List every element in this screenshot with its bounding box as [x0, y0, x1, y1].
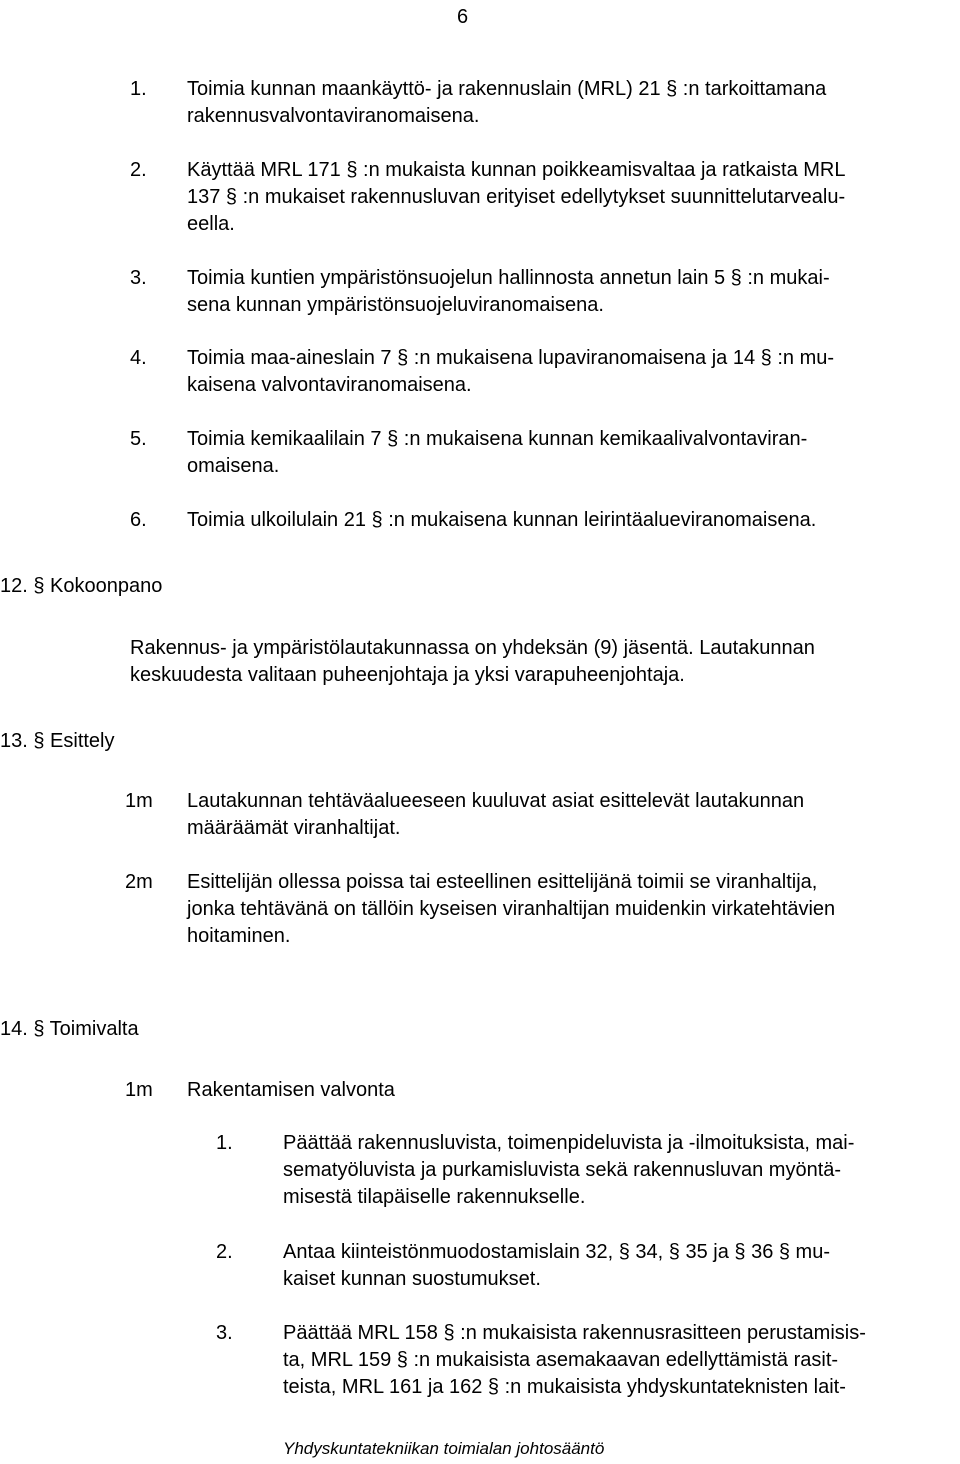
moment-label: 1m — [125, 790, 153, 812]
moment-line: jonka tehtävänä on tällöin kyseisen viranhaltijan muidenkin virkatehtävien — [187, 898, 836, 920]
page-footer: Yhdyskuntatekniikan toimialan johtosääntö — [283, 1439, 605, 1458]
section-heading-kokoonpano: 12. § Kokoonpano — [0, 575, 163, 597]
list-item-line: eella. — [187, 213, 235, 235]
list-item-number: 1. — [130, 78, 147, 100]
list-item-line: sematyöluvista ja purkamisluvista sekä rakennusluvan myöntä- — [283, 1159, 842, 1181]
list-item-line: misestä tilapäiselle rakennukselle. — [283, 1186, 586, 1208]
list-item-line: Toimia maa-aineslain 7 § :n mukaisena lupaviranomaisena ja 14 § :n mu- — [187, 347, 835, 369]
list-item-line: Päättää MRL 158 § :n mukaisista rakennusrasitteen perustamisis- — [283, 1322, 866, 1344]
list-item-line: Käyttää MRL 171 § :n mukaista kunnan poikkeamisvaltaa ja ratkaista MRL — [187, 159, 846, 181]
paragraph-line: keskuudesta valitaan puheenjohtaja ja yksi varapuheenjohtaja. — [130, 664, 685, 686]
section-heading-esittely: 13. § Esittely — [0, 730, 115, 752]
moment-line: määräämät viranhaltijat. — [187, 817, 401, 839]
list-item-line: sena kunnan ympäristönsuojeluviranomaisena. — [187, 294, 604, 316]
section-heading-toimivalta: 14. § Toimivalta — [0, 1018, 139, 1040]
moment-line: Lautakunnan tehtäväalueeseen kuuluvat asiat esittelevät lautakunnan — [187, 790, 805, 812]
list-item-line: kaisena valvontaviranomaisena. — [187, 374, 472, 396]
list-item-line: kaiset kunnan suostumukset. — [283, 1268, 541, 1290]
paragraph-line: Rakennus- ja ympäristölautakunnassa on yhdeksän (9) jäsentä. Lautakunnan — [130, 637, 815, 659]
list-item-line: Päättää rakennusluvista, toimenpideluvista ja -ilmoituksista, mai- — [283, 1132, 855, 1154]
moment-label: 2m — [125, 871, 153, 893]
list-item-line: Toimia kuntien ympäristönsuojelun hallinnosta annetun lain 5 § :n mukai- — [187, 267, 830, 289]
page-number: 6 — [457, 6, 469, 28]
list-item-number: 3. — [216, 1322, 233, 1344]
list-item-number: 2. — [216, 1241, 233, 1263]
moment-line: hoitaminen. — [187, 925, 291, 947]
list-item-line: omaisena. — [187, 455, 280, 477]
list-item-number: 4. — [130, 347, 147, 369]
moment-line: Esittelijän ollessa poissa tai esteellinen esittelijänä toimii se viranhaltija, — [187, 871, 818, 893]
list-item-number: 6. — [130, 509, 147, 531]
list-item-line: Toimia ulkoilulain 21 § :n mukaisena kunnan leirintäalueviranomaisena. — [187, 509, 817, 531]
section-paragraph — [130, 635, 815, 689]
list-item-line: Antaa kiinteistönmuodostamislain 32, § 34, § 35 ja § 36 § mu- — [283, 1241, 830, 1263]
list-item-line: 137 § :n mukaiset rakennusluvan erityiset edellytykset suunnittelutarvealu- — [187, 186, 846, 208]
list-item-line: Toimia kemikaalilain 7 § :n mukaisena kunnan kemikaalivalvontaviran- — [187, 428, 808, 450]
list-item-line: rakennusvalvontaviranomaisena. — [187, 105, 480, 127]
moment-label: 1m — [125, 1079, 153, 1101]
list-item-number: 5. — [130, 428, 147, 450]
list-item-line: teista, MRL 161 ja 162 § :n mukaisista yhdyskuntateknisten lait- — [283, 1376, 846, 1398]
list-item-number: 1. — [216, 1132, 233, 1154]
list-item-line: ta, MRL 159 § :n mukaisista asemakaavan edellyttämistä rasit- — [283, 1349, 839, 1371]
list-item-number: 2. — [130, 159, 147, 181]
moment-title: Rakentamisen valvonta — [187, 1079, 395, 1101]
list-item-line: Toimia kunnan maankäyttö- ja rakennuslain (MRL) 21 § :n tarkoittamana — [187, 78, 827, 100]
list-item-number: 3. — [130, 267, 147, 289]
